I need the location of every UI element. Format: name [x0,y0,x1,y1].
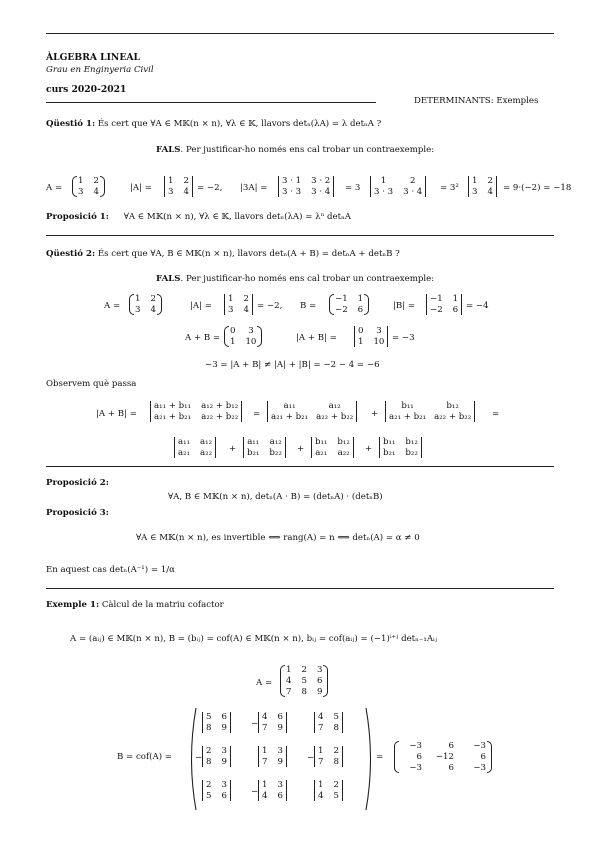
course-subtitle: Grau en Enginyeria Civil [46,65,154,75]
cell: 4 [93,187,99,197]
cell: b₁₂ [405,437,418,447]
academic-year: curs 2020-2021 [46,84,127,95]
cell: −2 [335,305,348,315]
cell: 1 [357,294,364,304]
cell: 3 · 4 [403,187,423,197]
cell: 3 · 1 [282,176,302,186]
ex1-b-label: B = cof(A) = [117,752,172,762]
cell: 6 [221,712,227,722]
q2-conclusion: −3 = |A + B| ≠ |A| + |B| = −2 − 4 = −6 [205,360,380,370]
cell: b₂₂ [269,448,282,458]
cell: 3 [277,746,283,756]
proposition-1-text: ∀A ∈ M𝕂(n × n), ∀λ ∈ 𝕂, llavors detₙ(λA) = λⁿ detₙA [123,212,352,222]
question-1-label: Qüestió 1: [46,119,96,129]
cell: 1 [318,780,324,790]
exp-det-3 [389,401,471,422]
exp-label: |A + B| = [96,409,137,419]
plus-sign: + [229,444,237,454]
minor-determinant [262,746,283,767]
cell: 4 [487,187,493,197]
cell: 1 [168,176,174,186]
topic-label: DETERMINANTS: Exemples [414,96,539,106]
cell: 3 [376,326,382,336]
q1-eq-32: = 3² [440,183,459,193]
minor-determinant [318,712,339,733]
cell: a₂₂ [200,448,213,458]
cell: b₂₁ [247,448,260,458]
cell: a₁₁ + b₁₁ [154,401,192,411]
cell: 1 [286,665,292,675]
cell: 4 [262,791,268,801]
cell: 6 [416,752,422,762]
cell: 3 [135,305,141,315]
minor-determinant [206,746,227,767]
cell: b₁₂ [337,437,350,447]
minus-sign: − [251,719,259,729]
cell: 2 [150,294,156,304]
minor-determinant [318,746,339,767]
cell: 6 [357,305,364,315]
plus-sign: + [365,444,373,454]
cell: 5 [301,676,307,686]
q2-det-sum-label: |A + B| = [296,333,337,343]
cell: 1 [318,746,324,756]
minor-determinant [262,712,283,733]
cell: 5 [206,791,212,801]
cell: 3 [168,187,174,197]
question-2-text: És cert que ∀A, B ∈ M𝕂(n × n), llavors detₙ(A + B) = detₙA + detₙB ? [97,249,400,259]
cell: 1 [452,294,459,304]
answer-1 [156,145,434,155]
cell: 6 [277,791,283,801]
minor-determinant [262,780,283,801]
question-1 [46,119,381,129]
cell: 3 [78,187,84,197]
cell: −1 [430,294,443,304]
cell: 3 [316,665,323,675]
cell: 2 [409,176,416,186]
cell: 7 [262,757,268,767]
cell: 3 · 4 [311,187,331,197]
cell: 5 [333,712,339,722]
q2-matrix-sum [230,326,256,347]
q1-det-a-label: |A| = [130,183,152,193]
cell: 2 [333,780,339,790]
q1-det-3a [282,176,330,197]
cell: 3 · 3 [282,187,302,197]
cell: a₁₁ [247,437,260,447]
cell: 9 [277,757,283,767]
cell: a₂₂ + b₂₂ [316,412,354,422]
cell: b₂₁ [383,448,396,458]
q2-det-b [430,294,458,315]
cell: 6 [221,791,227,801]
cell: 8 [333,723,339,733]
cell: b₁₁ [315,437,328,447]
cell: 6 [452,305,459,315]
inverse-case-text: En aquest cas detₙ(A⁻¹) = 1/α [46,565,175,575]
question-2-label: Qüestió 2: [46,249,96,259]
q1-det-3a-label: |3A| = [240,183,268,193]
header-rule [46,102,376,103]
observe-text: Observem què passa [46,379,137,389]
cell: 3 [277,780,283,790]
cell: 1 [358,337,364,347]
top-rule [46,33,554,34]
answer-2-rest: . Per justificar-ho només ens cal trobar un contraexemple: [180,274,435,284]
eq-sign: = [376,752,384,762]
cell: 0 [230,326,236,336]
cell: 1 [230,337,236,347]
cell: a₂₂ + b₂₂ [434,412,472,422]
minor-determinant [206,712,227,733]
example-1-label: Exemple 1: [46,600,100,610]
cell: −2 [430,305,443,315]
cell: 7 [318,723,324,733]
cell: b₁₂ [446,401,459,411]
cell: 1 [135,294,141,304]
cell: 2 [93,176,99,186]
cell: −3 [473,763,486,773]
cofactor-result [400,741,486,773]
cell: a₂₂ + b₂₂ [201,412,239,422]
plus-sign: + [297,444,305,454]
cell: −12 [435,752,454,762]
cell: 4 [286,676,292,686]
exp-det-7 [383,437,418,458]
cell: 4 [262,712,268,722]
cell: a₁₂ [200,437,213,447]
cell: 2 [333,746,339,756]
q2-det-a-result: = −2, [257,301,283,311]
cell: a₂₁ + b₂₁ [271,412,309,422]
exp-det-5 [247,437,282,458]
rule-3 [46,588,554,589]
proposition-2-text: ∀A, B ∈ M𝕂(n × n), detₙ(A · B) = (detₙA) · (detₙB) [168,492,383,502]
exp-det-4 [178,437,212,458]
minus-sign: − [251,787,259,797]
q2-det-a [228,294,249,315]
q2-det-b-result: = −4 [466,301,489,311]
cell: 8 [206,723,212,733]
eq-sign: = [492,409,500,419]
cell: 6 [480,752,486,762]
proposition-1 [46,212,351,222]
cell: 1 [78,176,84,186]
exp-det-1 [154,401,238,422]
question-2 [46,249,400,259]
cell: 9 [221,723,227,733]
answer-2 [156,274,434,284]
cell: 1 [380,176,387,186]
q2-matrix-b [335,294,363,315]
cell: a₂₁ [315,448,328,458]
q1-eq-3: = 3 [345,183,361,193]
q2-matrix-a [135,294,156,315]
cell: 4 [243,305,249,315]
cell: a₂₁ + b₂₁ [154,412,192,422]
cell: 3 · 2 [311,176,331,186]
cell: 5 [206,712,212,722]
cell: b₂₂ [405,448,418,458]
cell: a₂₂ [337,448,350,458]
minus-sign: − [195,753,203,763]
minor-determinant [318,780,339,801]
q2-det-a-label: |A| = [190,301,212,311]
cell: 2 [487,176,493,186]
cell: 2 [183,176,189,186]
exp-det-6 [315,437,350,458]
cell: 10 [373,337,385,347]
question-1-text: És cert que ∀A ∈ M𝕂(n × n), ∀λ ∈ 𝕂, llavors detₙ(λA) = λ detₙA ? [97,119,382,129]
cell: 4 [150,305,156,315]
example-1-title: Càlcul de la matriu cofactor [101,600,224,610]
cell: 8 [301,687,307,697]
cell: a₂₁ [178,448,191,458]
cell: 4 [183,187,189,197]
cell: a₁₁ [283,401,296,411]
cell: 2 [243,294,249,304]
cell: 3 [228,305,234,315]
q1-det-a [168,176,189,197]
cofactor-definition: A = (aᵢⱼ) ∈ M𝕂(n × n), B = (bᵢⱼ) = cof(A) ∈ M𝕂(n × n), bᵢⱼ = cof(aᵢⱼ) = (−1)ⁱ⁺ʲ detₙ₋₁Aᵢⱼ [70,634,438,644]
proposition-3-text: ∀A ∈ M𝕂(n × n), es invertible ⟺ rang(A) = n ⟺ detₙ(A) = α ≠ 0 [136,533,420,543]
cell: −3 [409,763,422,773]
proposition-2-label: Proposició 2: [46,478,109,488]
cell: b₁₁ [383,437,396,447]
q1-det-a-result: = −2, [197,183,223,193]
cell: 1 [262,780,268,790]
q1-final: = 9·(−2) = −18 [503,183,572,193]
ex1-matrix-a [286,665,322,697]
cell: 2 [206,746,212,756]
cell: 9 [277,723,283,733]
cell: 3 [248,326,254,336]
q1-a-label: A = [46,183,63,193]
proposition-1-label: Proposició 1: [46,212,109,222]
q2-det-b-label: |B| = [393,301,416,311]
cell: a₁₂ [269,437,282,447]
answer-2-bold: FALS [156,274,181,284]
cell: 5 [333,791,339,801]
cell: 4 [318,791,324,801]
q2-b-label: B = [300,301,317,311]
cell: 9 [316,687,323,697]
exp-det-2 [271,401,353,422]
cell: 8 [206,757,212,767]
cell: 6 [277,712,283,722]
q1-det-a-again [472,176,493,197]
cell: 7 [286,687,292,697]
cell: 1 [262,746,268,756]
cell: 2 [301,665,307,675]
cell: 8 [333,757,339,767]
cell: 3 [472,187,478,197]
cell: 6 [316,676,323,686]
q2-det-sum-result: = −3 [392,333,415,343]
cell: 6 [448,741,454,751]
minus-sign: − [307,753,315,763]
cell: −3 [409,741,422,751]
rule-1 [46,235,554,236]
cell: 1 [472,176,478,186]
cell: −1 [335,294,348,304]
q1-matrix-a [78,176,99,197]
cell: 3 [221,780,227,790]
cell: 10 [245,337,257,347]
answer-1-bold: FALS [156,145,181,155]
rule-2 [46,466,554,467]
course-title: ÀLGEBRA LINEAL [46,52,140,63]
answer-1-rest: . Per justificar-ho només ens cal trobar un contraexemple: [180,145,435,155]
q1-det-3b [374,176,422,197]
cell: a₁₂ [328,401,341,411]
cell: 1 [228,294,234,304]
cell: 3 · 3 [374,187,394,197]
eq-sign: = [253,409,261,419]
cell: a₂₁ + b₂₁ [389,412,427,422]
q2-det-sum [358,326,384,347]
cell: a₁₂ + b₁₂ [201,401,239,411]
minor-determinant [206,780,227,801]
cell: 3 [221,746,227,756]
cell: 6 [448,763,454,773]
plus-sign: + [371,409,379,419]
cell: 9 [221,757,227,767]
q2-a-label: A = [104,301,121,311]
example-1 [46,600,224,610]
cell: −3 [473,741,486,751]
proposition-3-label: Proposició 3: [46,508,109,518]
big-paren-right [364,706,376,812]
cell: 2 [206,780,212,790]
cell: 7 [318,757,324,767]
cell: 0 [358,326,364,336]
cell: 4 [318,712,324,722]
cell: b₁₁ [401,401,414,411]
q2-sum-label: A + B = [185,333,221,343]
cell: 7 [262,723,268,733]
cell: a₁₁ [178,437,191,447]
ex1-a-label: A = [256,678,273,688]
